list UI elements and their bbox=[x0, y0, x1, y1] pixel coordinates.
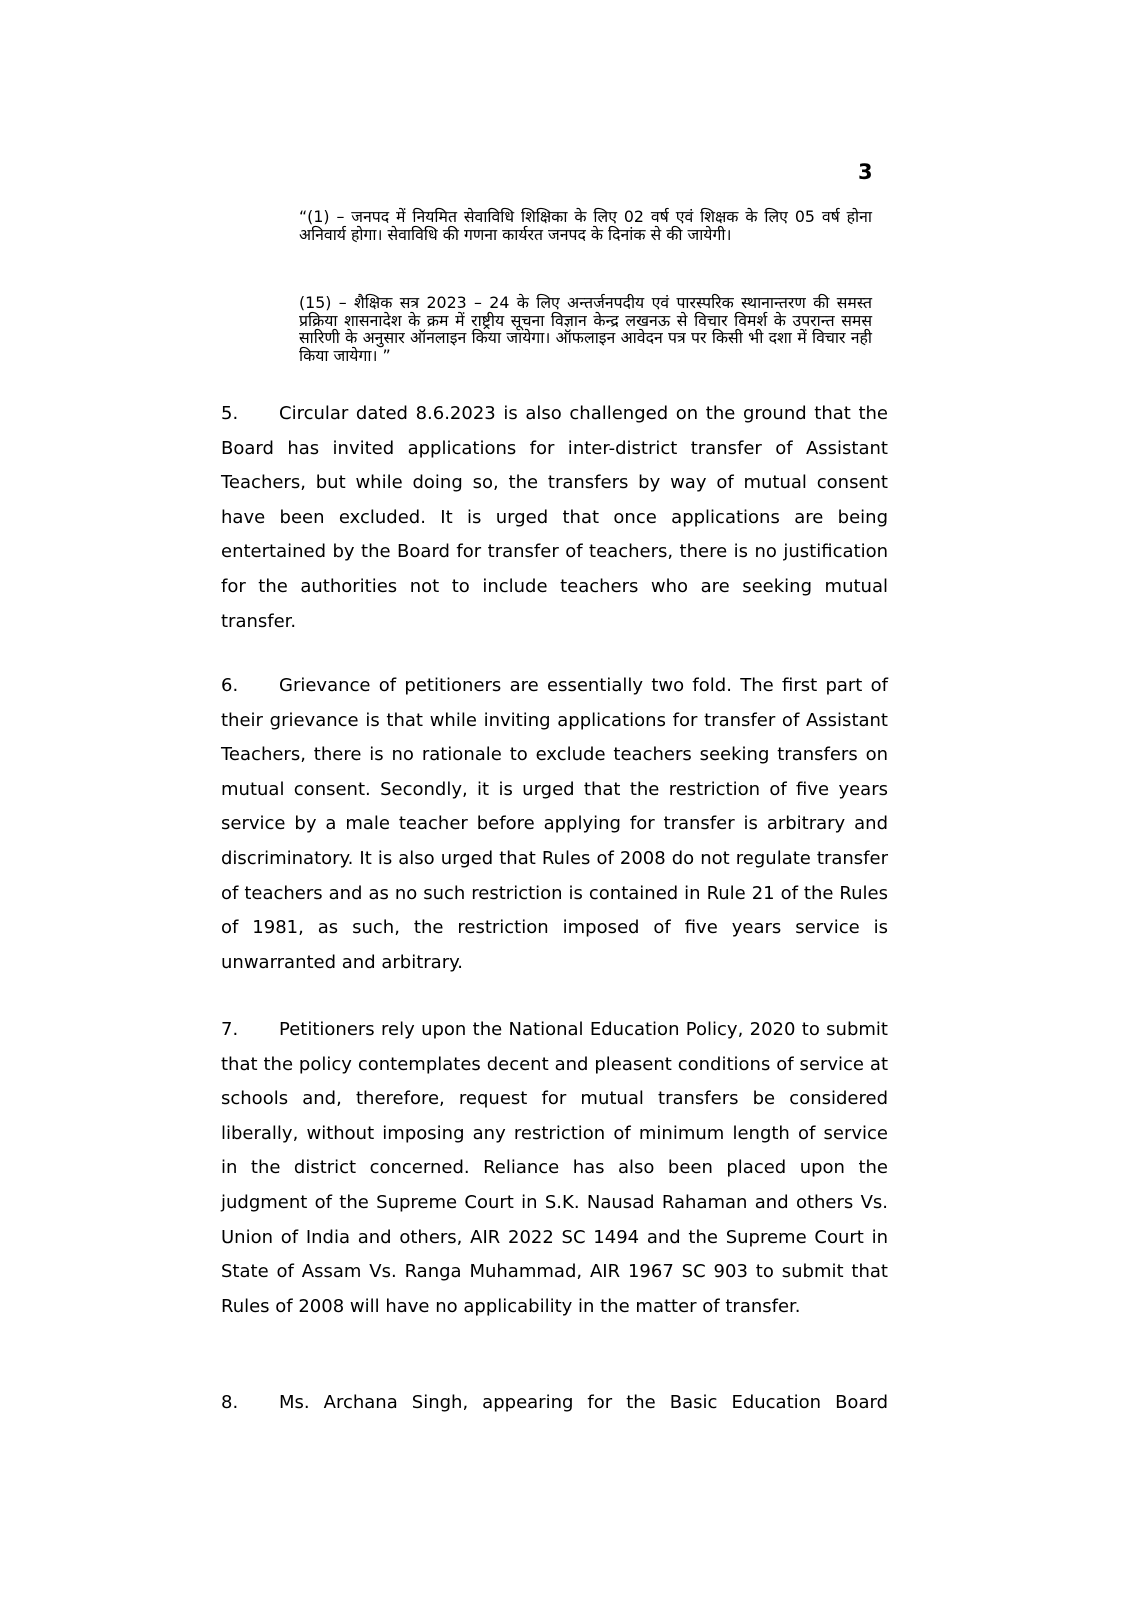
paragraph-number: 7. bbox=[221, 1019, 239, 1040]
quoted-clause-1: “(1) – जनपद में नियमित सेवाविधि शिक्षिका के लिए 02 वर्ष एवं शिक्षक के लिए 05 वर्ष होना अनिवार्य होगा। सेवाविधि की गणना कार्यरत जनपद के दिनांक से की जायेगी। bbox=[299, 207, 872, 244]
paragraph-number: 5. bbox=[221, 403, 239, 424]
paragraph-number: 6. bbox=[221, 675, 239, 696]
paragraph-number: 8. bbox=[221, 1392, 239, 1413]
page-number: 3 bbox=[858, 160, 873, 184]
paragraph-text: Ms. Archana Singh, appearing for the Basic Education Board bbox=[279, 1392, 888, 1413]
paragraph-text: Grievance of petitioners are essentially two fold. The first part of their grievance is that while inviting applications for transfer of Assistant Teachers, there is no rationale to exclude teachers seeking transfers on mutual consent. Secondly, it is urged that the restriction of five years service by a male teacher before applying for transfer is arbitrary and discriminatory. It is also urged that Rules of 2008 do not regulate transfer of teachers and as no such restriction is contained in Rule 21 of the Rules of 1981, as such, the restriction imposed of five years service is unwarranted and arbitrary. bbox=[221, 675, 888, 973]
paragraph-7 bbox=[221, 1013, 888, 1324]
paragraph-8 bbox=[221, 1386, 888, 1421]
paragraph-text: Circular dated 8.6.2023 is also challenged on the ground that the Board has invited applications for inter-district transfer of Assistant Teachers, but while doing so, the transfers by way of mutual consent have been excluded. It is urged that once applications are being entertained by the Board for transfer of teachers, there is no justification for the authorities not to include teachers who are seeking mutual transfer. bbox=[221, 403, 888, 632]
paragraph-text: Petitioners rely upon the National Education Policy, 2020 to submit that the policy contemplates decent and pleasent conditions of service at schools and, therefore, request for mutual transfers be considered liberally, without imposing any restriction of minimum length of service in the district concerned. Reliance has also been placed upon the judgment of the Supreme Court in S.K. Nausad Rahaman and others Vs. Union of India and others, AIR 2022 SC 1494 and the Supreme Court in State of Assam Vs. Ranga Muhammad, AIR 1967 SC 903 to submit that Rules of 2008 will have no applicability in the matter of transfer. bbox=[221, 1019, 888, 1317]
paragraph-6 bbox=[221, 669, 888, 980]
quoted-clause-15: (15) – शैक्षिक सत्र 2023 – 24 के लिए अन्तर्जनपदीय एवं पारस्परिक स्थानान्तरण की समस्त प्रक्रिया शासनादेश के क्रम में राष्ट्रीय सूचना विज्ञान केन्द्र लखनऊ से विचार विमर्श के उपरान्त समस सारिणी के अनुसार ऑनलाइन किया जायेगा। ऑफलाइन आवेदन पत्र पर किसी भी दशा में विचार नही किया जायेगा। ” bbox=[299, 293, 872, 365]
paragraph-5 bbox=[221, 397, 888, 639]
